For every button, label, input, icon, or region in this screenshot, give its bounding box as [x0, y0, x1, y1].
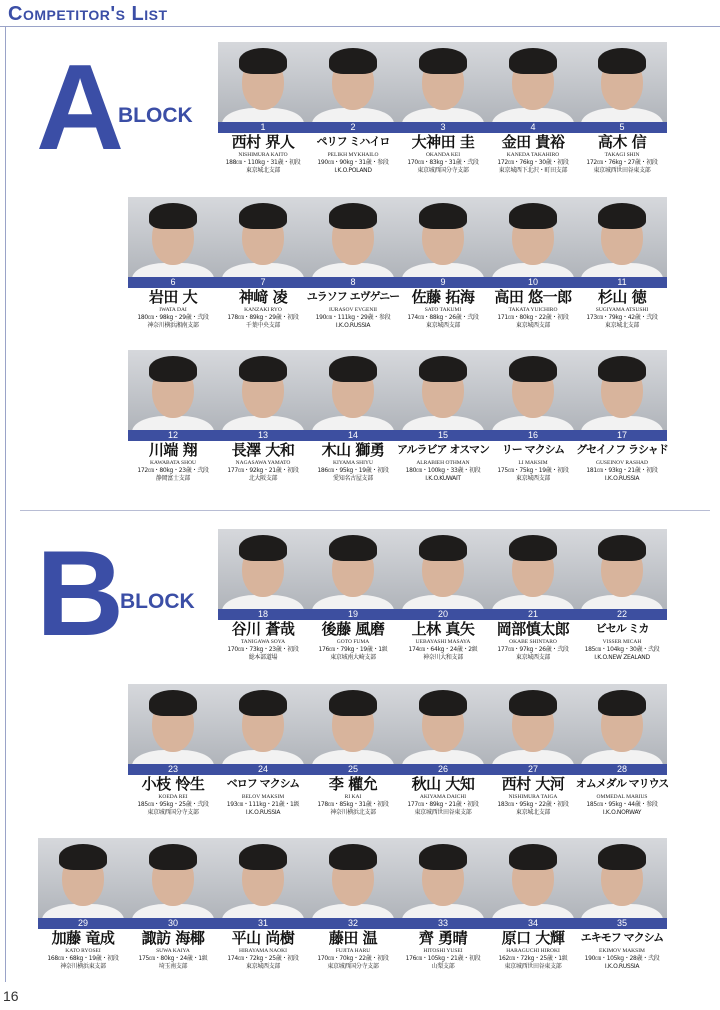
competitor-branch: 神奈川横浜北支部 — [330, 809, 376, 816]
competitor-name: 岩田 大 — [148, 288, 198, 306]
competitor-card — [398, 350, 488, 488]
competitor-branch: I.K.O.NEW ZEALAND — [594, 654, 650, 661]
competitor-photo — [308, 350, 398, 436]
competitor-roman-name: KANZAKI RYO — [244, 307, 282, 313]
photo-hair — [419, 535, 467, 561]
competitor-stats: 193㎝・111kg・21歳・1級 — [226, 801, 300, 808]
competitor-name: 長澤 大和 — [231, 441, 295, 459]
competitor-roman-name: SATO TAKUMI — [424, 307, 462, 313]
photo-hair — [509, 690, 557, 716]
photo-hair — [598, 844, 646, 870]
competitor-photo — [577, 350, 667, 436]
competitor-photo — [488, 42, 578, 128]
competitor-branch: 愛知名古屋支部 — [333, 475, 373, 482]
competitor-card — [128, 197, 218, 335]
competitor-photo — [128, 350, 218, 436]
competitor-roman-name: AKIYAMA DAICHI — [419, 794, 467, 800]
left-rule — [5, 27, 6, 982]
competitor-photo — [577, 684, 667, 770]
competitor-name: 谷川 蒼哉 — [231, 620, 295, 638]
block-divider — [20, 510, 710, 511]
competitor-name: ビセル ミカ — [595, 622, 649, 635]
competitor-number: 8 — [308, 277, 398, 288]
competitor-card — [308, 197, 398, 335]
competitor-card — [398, 197, 488, 335]
competitor-card — [488, 197, 578, 335]
competitor-roman-name: NISHIMURA KAITO — [238, 152, 288, 158]
competitor-card — [577, 350, 667, 488]
competitor-name: ベロフ マクシム — [226, 777, 300, 790]
competitor-stats: 190㎝・105kg・28歳・弐段 — [584, 955, 660, 962]
competitor-card — [577, 684, 667, 822]
competitor-number: 20 — [398, 609, 488, 620]
competitor-number: 32 — [308, 918, 398, 929]
competitor-number: 34 — [488, 918, 578, 929]
competitor-photo — [488, 684, 578, 770]
competitor-number: 3 — [398, 122, 488, 133]
page-title: Competitor's List — [8, 3, 168, 25]
competitor-branch: I.K.O.POLAND — [334, 167, 372, 174]
photo-hair — [419, 356, 467, 382]
photo-hair — [329, 690, 377, 716]
competitor-name: 金田 貴裕 — [501, 133, 565, 151]
competitor-card — [488, 42, 578, 180]
competitor-number: 4 — [488, 122, 578, 133]
competitor-photo — [398, 350, 488, 436]
competitor-roman-name: NAGASAWA YAMATO — [235, 460, 291, 466]
competitor-branch: I.K.O.RUSSIA — [604, 475, 640, 482]
competitor-card — [577, 529, 667, 667]
photo-hair — [598, 690, 646, 716]
competitor-card — [128, 838, 218, 976]
competitor-roman-name: HARAGUCHI HIROKI — [506, 948, 560, 954]
competitor-branch: 東京城南大崎支部 — [330, 654, 376, 661]
block-b-word: BLOCK — [120, 590, 195, 613]
competitor-roman-name: EKIMOV MAKSIM — [599, 948, 645, 954]
competitor-number: 6 — [128, 277, 218, 288]
photo-hair — [509, 356, 557, 382]
competitor-stats: 174㎝・88kg・26歳・弐段 — [407, 314, 479, 321]
competitor-roman-name: ALRABIEH OTHMAN — [416, 460, 470, 466]
photo-hair — [598, 535, 646, 561]
competitor-card — [577, 838, 667, 976]
competitor-branch: 東京城北支部 — [515, 809, 551, 816]
competitor-card — [128, 684, 218, 822]
competitor-number: 31 — [218, 918, 308, 929]
competitor-photo — [577, 529, 667, 615]
competitor-stats: 176㎝・79kg・19歳・1級 — [318, 646, 388, 653]
competitor-branch: I.K.O.KUWAIT — [425, 475, 461, 482]
competitor-card — [488, 350, 578, 488]
competitor-photo — [308, 529, 398, 615]
competitor-branch: I.K.O.RUSSIA — [604, 963, 640, 970]
photo-hair — [149, 690, 197, 716]
competitor-photo — [308, 838, 398, 924]
competitor-branch: 北大阪支部 — [248, 475, 278, 482]
competitor-stats: 178㎝・89kg・29歳・初段 — [227, 314, 299, 321]
competitor-roman-name: GOTO FUMA — [336, 639, 370, 645]
competitor-photo — [218, 350, 308, 436]
competitor-photo — [308, 684, 398, 770]
competitor-stats: 172㎝・76kg・30歳・初段 — [497, 159, 569, 166]
competitor-number: 28 — [577, 764, 667, 775]
competitor-number: 13 — [218, 430, 308, 441]
competitor-number: 1 — [218, 122, 308, 133]
competitor-name: 佐藤 拓海 — [411, 288, 475, 306]
competitor-name: リー マクシム — [501, 443, 565, 456]
competitor-number: 35 — [577, 918, 667, 929]
competitor-stats: 186㎝・95kg・19歳・初段 — [317, 467, 389, 474]
competitor-stats: 185㎝・95kg・44歳・参段 — [586, 801, 658, 808]
competitor-number: 23 — [128, 764, 218, 775]
competitor-stats: 180㎝・100kg・33歳・初段 — [405, 467, 481, 474]
competitor-photo — [398, 197, 488, 283]
competitor-photo — [488, 197, 578, 283]
competitor-card — [577, 197, 667, 335]
competitor-card — [218, 42, 308, 180]
competitor-stats: 190㎝・111kg・29歳・参段 — [315, 314, 391, 321]
competitor-photo — [218, 197, 308, 283]
competitor-roman-name: KIYAMA SHIYU — [333, 460, 373, 466]
competitor-stats: 177㎝・97kg・26歳・弐段 — [497, 646, 569, 653]
competitor-branch: 東京城北支部 — [604, 322, 640, 329]
competitor-stats: 178㎝・85kg・31歳・初段 — [317, 801, 389, 808]
competitor-stats: 168㎝・68kg・19歳・初段 — [47, 955, 119, 962]
photo-hair — [239, 203, 287, 229]
competitor-roman-name: RI KAI — [344, 794, 362, 800]
competitor-stats: 175㎝・80kg・24歳・1級 — [138, 955, 208, 962]
competitor-stats: 170㎝・70kg・22歳・初段 — [317, 955, 389, 962]
competitor-card — [218, 838, 308, 976]
competitor-stats: 185㎝・104kg・30歳・弐段 — [584, 646, 660, 653]
competitor-stats: 183㎝・95kg・22歳・初段 — [497, 801, 569, 808]
competitor-branch: 東京城西世田谷東支部 — [593, 167, 651, 174]
competitor-photo — [398, 684, 488, 770]
competitor-stats: 176㎝・105kg・21歳・初段 — [405, 955, 481, 962]
competitor-stats: 190㎝・90kg・31歳・参段 — [317, 159, 389, 166]
competitor-branch: 東京城西支部 — [425, 322, 461, 329]
competitor-number: 19 — [308, 609, 398, 620]
block-a-letter: A — [36, 39, 125, 175]
photo-hair — [239, 690, 287, 716]
photo-hair — [239, 356, 287, 382]
competitor-card — [398, 684, 488, 822]
competitor-roman-name: TANIGAWA SOYA — [240, 639, 286, 645]
competitor-card — [488, 529, 578, 667]
competitor-name: 小枝 怜生 — [141, 775, 205, 793]
photo-hair — [239, 48, 287, 74]
competitor-photo — [218, 838, 308, 924]
competitor-stats: 175㎝・75kg・19歳・初段 — [497, 467, 569, 474]
competitor-name: 平山 尚樹 — [231, 929, 295, 947]
competitor-photo — [398, 838, 488, 924]
competitor-stats: 170㎝・83kg・31歳・弐段 — [407, 159, 479, 166]
competitor-name: 藤田 温 — [328, 929, 378, 947]
photo-hair — [59, 844, 107, 870]
competitor-number: 22 — [577, 609, 667, 620]
competitor-photo — [308, 197, 398, 283]
competitor-card — [308, 684, 398, 822]
competitor-number: 12 — [128, 430, 218, 441]
photo-hair — [239, 844, 287, 870]
competitor-number: 30 — [128, 918, 218, 929]
competitor-roman-name: SUWA KAIYA — [156, 948, 190, 954]
competitor-branch: 神奈川横浜東支部 — [60, 963, 106, 970]
competitor-stats: 173㎝・79kg・42歳・弐段 — [586, 314, 658, 321]
competitor-branch: 東京城西支部 — [515, 322, 551, 329]
competitor-roman-name: UEBAYASHI MASAYA — [415, 639, 471, 645]
competitor-number: 9 — [398, 277, 488, 288]
page-number: 16 — [3, 988, 19, 1004]
competitor-number: 14 — [308, 430, 398, 441]
photo-hair — [509, 203, 557, 229]
competitor-stats: 181㎝・93kg・21歳・初段 — [586, 467, 658, 474]
competitor-roman-name: KATO RYOSEI — [65, 948, 101, 954]
competitor-card — [308, 838, 398, 976]
competitor-photo — [488, 838, 578, 924]
competitor-name: ペリフ ミハイロ — [316, 135, 390, 148]
photo-hair — [419, 844, 467, 870]
competitor-card — [308, 42, 398, 180]
competitor-photo — [218, 529, 308, 615]
competitor-roman-name: TAKAGI SHIN — [604, 152, 640, 158]
competitor-card — [488, 684, 578, 822]
competitor-name: 岡部慎太郎 — [496, 620, 570, 638]
competitor-branch: 山梨支部 — [431, 963, 455, 970]
competitor-card — [128, 350, 218, 488]
competitor-name: 秋山 大知 — [411, 775, 475, 793]
competitor-stats: 162㎝・72kg・25歳・1級 — [498, 955, 568, 962]
competitor-number: 26 — [398, 764, 488, 775]
photo-hair — [598, 203, 646, 229]
competitor-roman-name: GUSEINOV RASHAD — [595, 460, 648, 466]
competitor-card — [38, 838, 128, 976]
competitor-stats: 172㎝・76kg・27歳・初段 — [586, 159, 658, 166]
competitor-number: 33 — [398, 918, 488, 929]
competitor-branch: 東京城西下北沢・町田支部 — [498, 167, 568, 174]
competitor-name: 諏訪 海椰 — [141, 929, 205, 947]
competitor-name: グセイノフ ラシャド — [576, 443, 668, 456]
competitor-card — [398, 529, 488, 667]
competitor-photo — [128, 684, 218, 770]
competitor-number: 11 — [577, 277, 667, 288]
competitor-stats: 177㎝・89kg・21歳・初段 — [407, 801, 479, 808]
competitor-roman-name: SUGIYAMA ATSUSHI — [595, 307, 649, 313]
competitor-roman-name: NISHIMURA TAIGA — [508, 794, 558, 800]
photo-hair — [149, 356, 197, 382]
competitor-photo — [308, 42, 398, 128]
competitor-roman-name: OKANDA KEI — [425, 152, 461, 158]
competitor-roman-name: HIRAYAMA NAOKI — [239, 948, 287, 954]
competitor-name: アルラビア オスマン — [396, 443, 490, 456]
competitor-branch: 神奈川大和支部 — [423, 654, 463, 661]
competitor-card — [398, 838, 488, 976]
photo-hair — [419, 48, 467, 74]
competitor-name: ユラソフ エヴゲニー — [306, 290, 400, 303]
photo-hair — [329, 48, 377, 74]
competitor-branch: 東京城西世田谷東支部 — [504, 963, 562, 970]
competitor-number: 21 — [488, 609, 578, 620]
competitor-name: 上林 真矢 — [411, 620, 475, 638]
photo-hair — [329, 844, 377, 870]
competitor-name: 木山 獅勇 — [321, 441, 385, 459]
competitor-stats: 171㎝・80kg・22歳・初段 — [497, 314, 569, 321]
competitor-name: エキモフ マクシム — [580, 931, 664, 944]
competitor-branch: 東京城西支部 — [515, 654, 551, 661]
competitor-number: 25 — [308, 764, 398, 775]
competitor-card — [218, 529, 308, 667]
competitor-photo — [218, 42, 308, 128]
competitor-roman-name: KANEDA TAKAHIRO — [506, 152, 560, 158]
competitor-name: 大神田 圭 — [411, 133, 475, 151]
photo-hair — [329, 535, 377, 561]
competitor-stats: 177㎝・92kg・21歳・初段 — [227, 467, 299, 474]
photo-hair — [509, 48, 557, 74]
photo-hair — [509, 535, 557, 561]
competitor-roman-name: HITOSHI YUSEI — [423, 948, 463, 954]
competitor-number: 29 — [38, 918, 128, 929]
competitor-name: 川端 翔 — [148, 441, 198, 459]
photo-hair — [598, 48, 646, 74]
competitor-photo — [398, 529, 488, 615]
competitor-number: 10 — [488, 277, 578, 288]
competitor-card — [577, 42, 667, 180]
competitor-roman-name: OMMEDAL MARIUS — [596, 794, 648, 800]
competitor-branch: 千葉中央支部 — [245, 322, 281, 329]
competitor-roman-name: IURASOV EVGENII — [328, 307, 378, 313]
title-rule — [0, 26, 720, 27]
competitor-branch: I.K.O.RUSSIA — [335, 322, 371, 329]
photo-hair — [239, 535, 287, 561]
competitor-photo — [577, 197, 667, 283]
competitor-stats: 185㎝・95kg・25歳・弐段 — [137, 801, 209, 808]
competitor-branch: 東京城西支部 — [245, 963, 281, 970]
competitor-card — [218, 197, 308, 335]
competitor-branch: I.K.O.NORWAY — [602, 809, 642, 816]
competitor-photo — [128, 197, 218, 283]
competitor-card — [488, 838, 578, 976]
competitor-number: 24 — [218, 764, 308, 775]
competitor-photo — [38, 838, 128, 924]
competitor-name: 西村 大河 — [501, 775, 565, 793]
competitor-branch: I.K.O.RUSSIA — [245, 809, 281, 816]
competitor-name: 齊 勇晴 — [418, 929, 468, 947]
competitor-roman-name: IWATA DAI — [159, 307, 187, 313]
competitor-number: 2 — [308, 122, 398, 133]
competitor-name: オムメダル マリウス — [575, 777, 669, 790]
competitor-roman-name: FUJITA HARU — [335, 948, 371, 954]
competitor-branch: 東京城西支部 — [515, 475, 551, 482]
competitor-name: 西村 界人 — [231, 133, 295, 151]
competitor-photo — [218, 684, 308, 770]
competitor-card — [218, 350, 308, 488]
competitor-name: 高木 信 — [597, 133, 647, 151]
competitor-branch: 神奈川横浜湘南支部 — [147, 322, 199, 329]
competitor-roman-name: KAWABATA SHOU — [149, 460, 197, 466]
competitor-card — [218, 684, 308, 822]
competitor-roman-name: KOEDA REI — [158, 794, 188, 800]
competitor-number: 18 — [218, 609, 308, 620]
competitor-stats: 170㎝・73kg・23歳・初段 — [227, 646, 299, 653]
competitor-name: 後藤 風磨 — [321, 620, 385, 638]
competitor-branch: 総本部道場 — [248, 654, 278, 661]
competitor-name: 高田 悠一郎 — [494, 288, 572, 306]
competitor-stats: 172㎝・80kg・23歳・弐段 — [137, 467, 209, 474]
competitor-photo — [488, 529, 578, 615]
competitor-branch: 東京城西国分寺支部 — [327, 963, 379, 970]
block-b-letter: B — [36, 525, 125, 661]
competitor-name: 杉山 徳 — [597, 288, 647, 306]
competitor-number: 15 — [398, 430, 488, 441]
competitor-branch: 東京城西国分寺支部 — [417, 167, 469, 174]
competitor-name: 李 權允 — [328, 775, 378, 793]
competitor-number: 7 — [218, 277, 308, 288]
competitor-roman-name: BELOV MAKSIM — [241, 794, 285, 800]
photo-hair — [509, 844, 557, 870]
competitor-photo — [488, 350, 578, 436]
competitor-name: 原口 大輝 — [501, 929, 565, 947]
competitor-card — [308, 350, 398, 488]
competitor-photo — [398, 42, 488, 128]
competitor-roman-name: OKABE SHINTARO — [509, 639, 557, 645]
competitor-branch: 東京城西世田谷東支部 — [414, 809, 472, 816]
competitor-branch: 埼玉南支部 — [158, 963, 188, 970]
competitor-number: 5 — [577, 122, 667, 133]
photo-hair — [149, 844, 197, 870]
competitor-name: 加藤 竜成 — [51, 929, 115, 947]
photo-hair — [419, 203, 467, 229]
competitor-branch: 東京城北支部 — [245, 167, 281, 174]
competitor-branch: 静岡富士支部 — [155, 475, 191, 482]
competitor-photo — [128, 838, 218, 924]
competitor-card — [398, 42, 488, 180]
block-a-word: BLOCK — [118, 104, 193, 127]
competitor-roman-name: LI MAKSIM — [518, 460, 548, 466]
competitor-card — [308, 529, 398, 667]
photo-hair — [329, 356, 377, 382]
photo-hair — [149, 203, 197, 229]
competitor-branch: 東京城西国分寺支部 — [147, 809, 199, 816]
competitor-roman-name: VISSER MICAH — [602, 639, 642, 645]
photo-hair — [329, 203, 377, 229]
competitor-name: 神﨑 凌 — [238, 288, 288, 306]
competitor-stats: 188㎝・110kg・31歳・初段 — [225, 159, 301, 166]
competitor-stats: 174㎝・64kg・24歳・2級 — [408, 646, 478, 653]
competitor-stats: 174㎝・72kg・25歳・初段 — [227, 955, 299, 962]
photo-hair — [419, 690, 467, 716]
competitor-number: 27 — [488, 764, 578, 775]
competitor-roman-name: PELIKH MYKHAILO — [327, 152, 379, 158]
competitor-stats: 180㎝・98kg・29歳・弐段 — [137, 314, 209, 321]
competitor-roman-name: TAKATA YUICHIRO — [508, 307, 558, 313]
competitor-photo — [577, 42, 667, 128]
photo-hair — [598, 356, 646, 382]
competitor-number: 16 — [488, 430, 578, 441]
competitor-number: 17 — [577, 430, 667, 441]
competitor-photo — [577, 838, 667, 924]
